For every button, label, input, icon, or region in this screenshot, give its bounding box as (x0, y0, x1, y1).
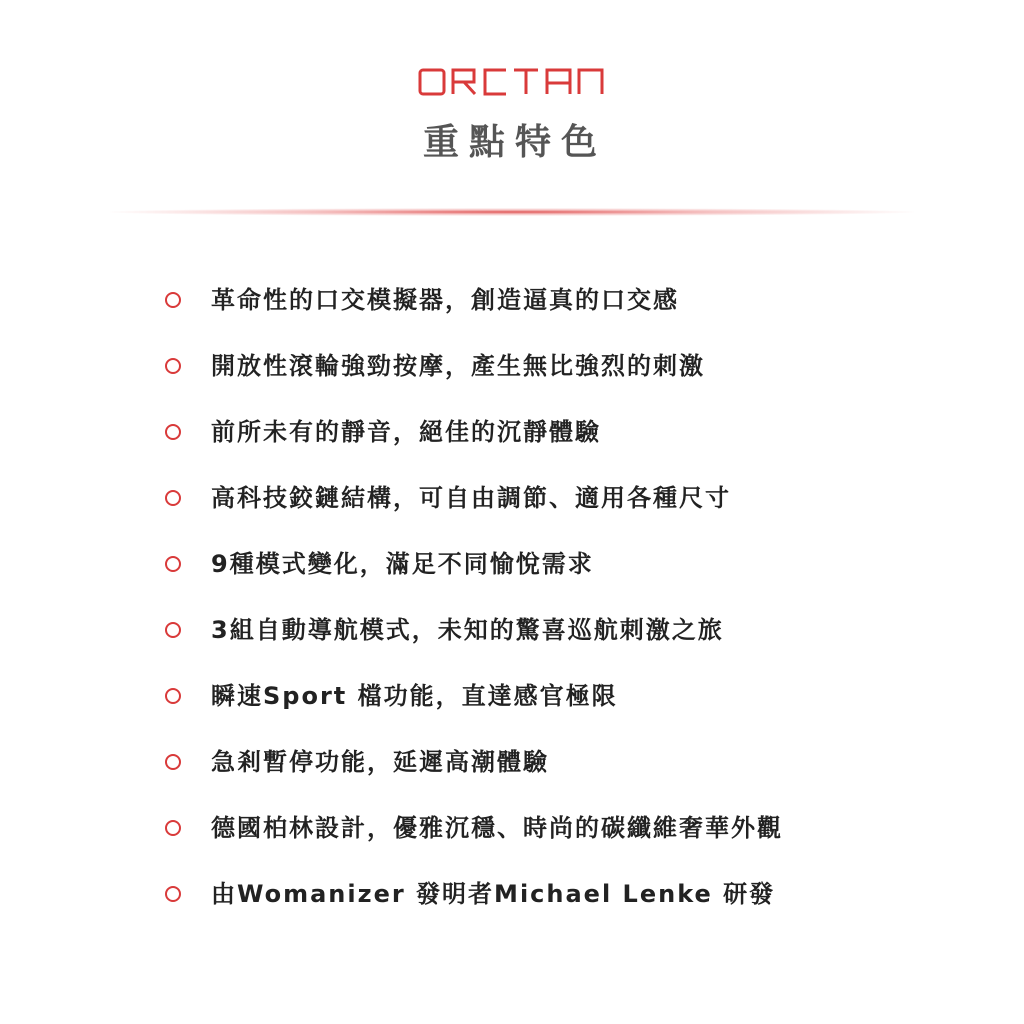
list-item (0, 732, 1024, 798)
circle-bullet-icon (165, 820, 181, 836)
feature-list (0, 270, 1024, 930)
list-item (0, 600, 1024, 666)
feature-text: 9種模式變化，滿足不同愉悅需求 (211, 550, 594, 578)
list-item (0, 402, 1024, 468)
circle-bullet-icon (165, 622, 181, 638)
list-item (0, 336, 1024, 402)
list-item (0, 534, 1024, 600)
list-item (0, 468, 1024, 534)
circle-bullet-icon (165, 292, 181, 308)
circle-bullet-icon (165, 490, 181, 506)
circle-bullet-icon (165, 886, 181, 902)
circle-bullet-icon (165, 556, 181, 572)
list-item (0, 798, 1024, 864)
circle-bullet-icon (165, 424, 181, 440)
orctan-logo-icon (417, 62, 607, 102)
circle-bullet-icon (165, 358, 181, 374)
divider (110, 208, 914, 216)
circle-bullet-icon (165, 754, 181, 770)
feature-text: 3組自動導航模式，未知的驚喜巡航刺激之旅 (211, 616, 724, 644)
circle-bullet-icon (165, 688, 181, 704)
feature-text: 高科技鉸鏈結構，可自由調節、適用各種尺寸 (211, 484, 731, 512)
list-item (0, 666, 1024, 732)
list-item (0, 270, 1024, 336)
feature-text: 瞬速Sport 檔功能，直達感官極限 (211, 682, 618, 710)
feature-text: 前所未有的靜音，絕佳的沉靜體驗 (211, 418, 601, 446)
page-title: 重點特色 (422, 122, 607, 163)
brand-logo (0, 62, 1024, 102)
feature-text: 由Womanizer 發明者Michael Lenke 研發 (211, 880, 776, 908)
feature-text: 革命性的口交模擬器，創造逼真的口交感 (211, 286, 679, 314)
feature-text: 急剎暫停功能，延遲高潮體驗 (211, 748, 549, 776)
feature-text: 開放性滾輪強勁按摩，產生無比強烈的刺激 (211, 352, 705, 380)
feature-text: 德國柏林設計，優雅沉穩、時尚的碳纖維奢華外觀 (211, 814, 783, 842)
list-item (0, 864, 1024, 930)
